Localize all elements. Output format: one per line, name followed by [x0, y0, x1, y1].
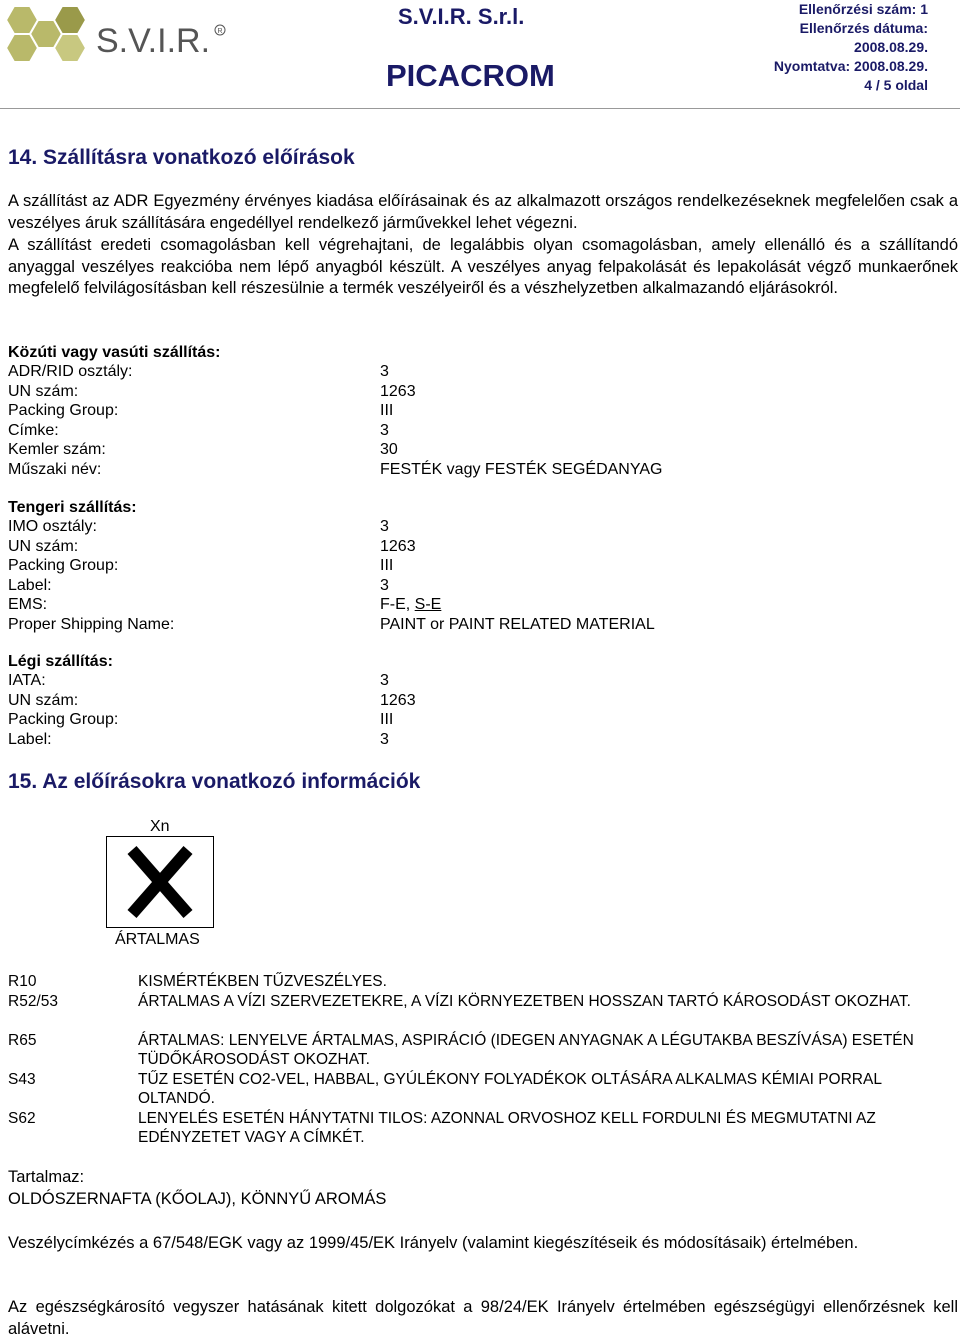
table-row: Kemler szám: 30 [8, 441, 398, 458]
table-row: UN szám: 1263 [8, 691, 416, 709]
table-row: Packing Group: III [8, 402, 394, 419]
check-date-label: Ellenőrzés dátuma: [799, 20, 928, 36]
directive-paragraph: Veszélycímkézés a 67/548/EGK vagy az 1999/45/EK Irányelv (valamint kiegészítéseik és módosításaik) értelmében. [8, 1234, 859, 1252]
print-date: Nyomtatva: 2008.08.29. [773, 58, 928, 74]
road-transport-table [8, 362, 768, 479]
transport-paragraph-2: A szállítást eredeti csomagolásban kell végrehajtani, de legalábbis olyan csomagolásban, amely ellenálló és a szállítandó anyaggal veszélyes reakcióba nem lépő anyagból készült. A veszélyes anyag felpakolását és lepakolását végző munkaerőnek megfelelő felvilágosításban kell részesülnie a termék veszélyeiről és a vészhelyzetben alkalmazandó eljárásokról. [8, 236, 958, 297]
table-row: UN szám: 1263 [8, 382, 416, 400]
sea-transport-heading: Tengeri szállítás: [8, 499, 137, 516]
table-row: Proper Shipping Name: PAINT or PAINT RELATED MATERIAL [8, 615, 655, 633]
sea-transport-table [8, 517, 768, 634]
table-row: Packing Group: III [8, 711, 394, 728]
check-date: 2008.08.29. [854, 39, 928, 55]
product-name: PICACROM [386, 58, 555, 93]
table-row: UN szám: 1263 [8, 537, 416, 555]
svg-text:R: R [217, 28, 223, 35]
table-row: IATA: 3 [8, 672, 389, 689]
company-name: S.V.I.R. S.r.l. [398, 4, 525, 29]
health-check-paragraph: Az egészségkárosító vegyszer hatásának kitett dolgozókat a 98/24/EK Irányelv értelmében egészségügyi ellenőrzésnek kell alávetni. [8, 1298, 958, 1338]
header-divider [0, 108, 960, 109]
svg-text:S.V.I.R.: S.V.I.R. [96, 22, 211, 60]
risk-safety-phrases: R10 KISMÉRTÉKBEN TŰZVESZÉLYES. R52/53 ÁRTALMAS A VÍZI SZERVEZETEKRE, A VÍZI KÖRNYEZETBEN HOSSZAN TARTÓ KÁROSODÁST OKOZHAT. R65 ÁRTALMAS: LENYELVE ÁRTALMAS, ASPIRÁCIÓ (IDEGEN ANYAGNAK A LÉGUTAKBA BESZÍVÁSA) ESETÉN TÜDŐKÁROSODÁST OKOZHAT. S43 TŰZ ESETÉN CO2-VEL, HABBAL, GYÚLÉKONY FOLYADÉKOK OLTÁSÁRA ALKALMAS KÉMIAI PORRAL OLTANDÓ. S62 LENYELÉS ESETÉN HÁNYTATNI TILOS: AZONNAL ORVOSHOZ KELL FORDULNI ÉS MEGMUTATNI AZ EDÉNYZETET VAGY A CÍMKÉT. [8, 973, 914, 1146]
check-number: Ellenőrzési szám: 1 [798, 1, 928, 17]
air-transport-table [8, 671, 768, 749]
hazard-symbol-label: ÁRTALMAS [115, 931, 200, 948]
document-meta [688, 0, 928, 95]
contains-label: Tartalmaz: [8, 1168, 85, 1186]
table-row: IMO osztály: 3 [8, 518, 389, 535]
table-row: Label: 3 [8, 576, 389, 594]
transport-paragraph-1: A szállítást az ADR Egyezmény érvényes kiadása előírásainak és az alkalmazott országos rendelkezéseknek megfelelően csak a veszélyes áruk szállítására engedéllyel rendelkező járművekkel lehet végezni. [8, 192, 958, 232]
page-number: 4 / 5 oldal [864, 77, 928, 93]
section-14-title: 14. Szállításra vonatkozó előírások [8, 146, 355, 169]
harmful-x-icon [106, 836, 214, 933]
table-row: Packing Group: III [8, 557, 394, 574]
table-row: EMS: F-E, S-E [8, 596, 442, 613]
section-15-title: 15. Az előírásokra vonatkozó információk [8, 770, 421, 793]
table-row: ADR/RID osztály: 3 [8, 363, 389, 380]
company-logo [0, 0, 230, 62]
table-row: Címke: 3 [8, 421, 389, 439]
hazard-symbol-code: Xn [150, 818, 170, 835]
table-row: Műszaki név: FESTÉK vagy FESTÉK SEGÉDANYAG [8, 460, 663, 478]
air-transport-heading: Légi szállítás: [8, 653, 113, 670]
hexagon-logo-icon [0, 0, 230, 62]
contains-value: OLDÓSZERNAFTA (KŐOLAJ), KÖNNYŰ AROMÁS [8, 1190, 387, 1208]
table-row: Label: 3 [8, 730, 389, 748]
road-transport-heading: Közúti vagy vasúti szállítás: [8, 344, 221, 361]
